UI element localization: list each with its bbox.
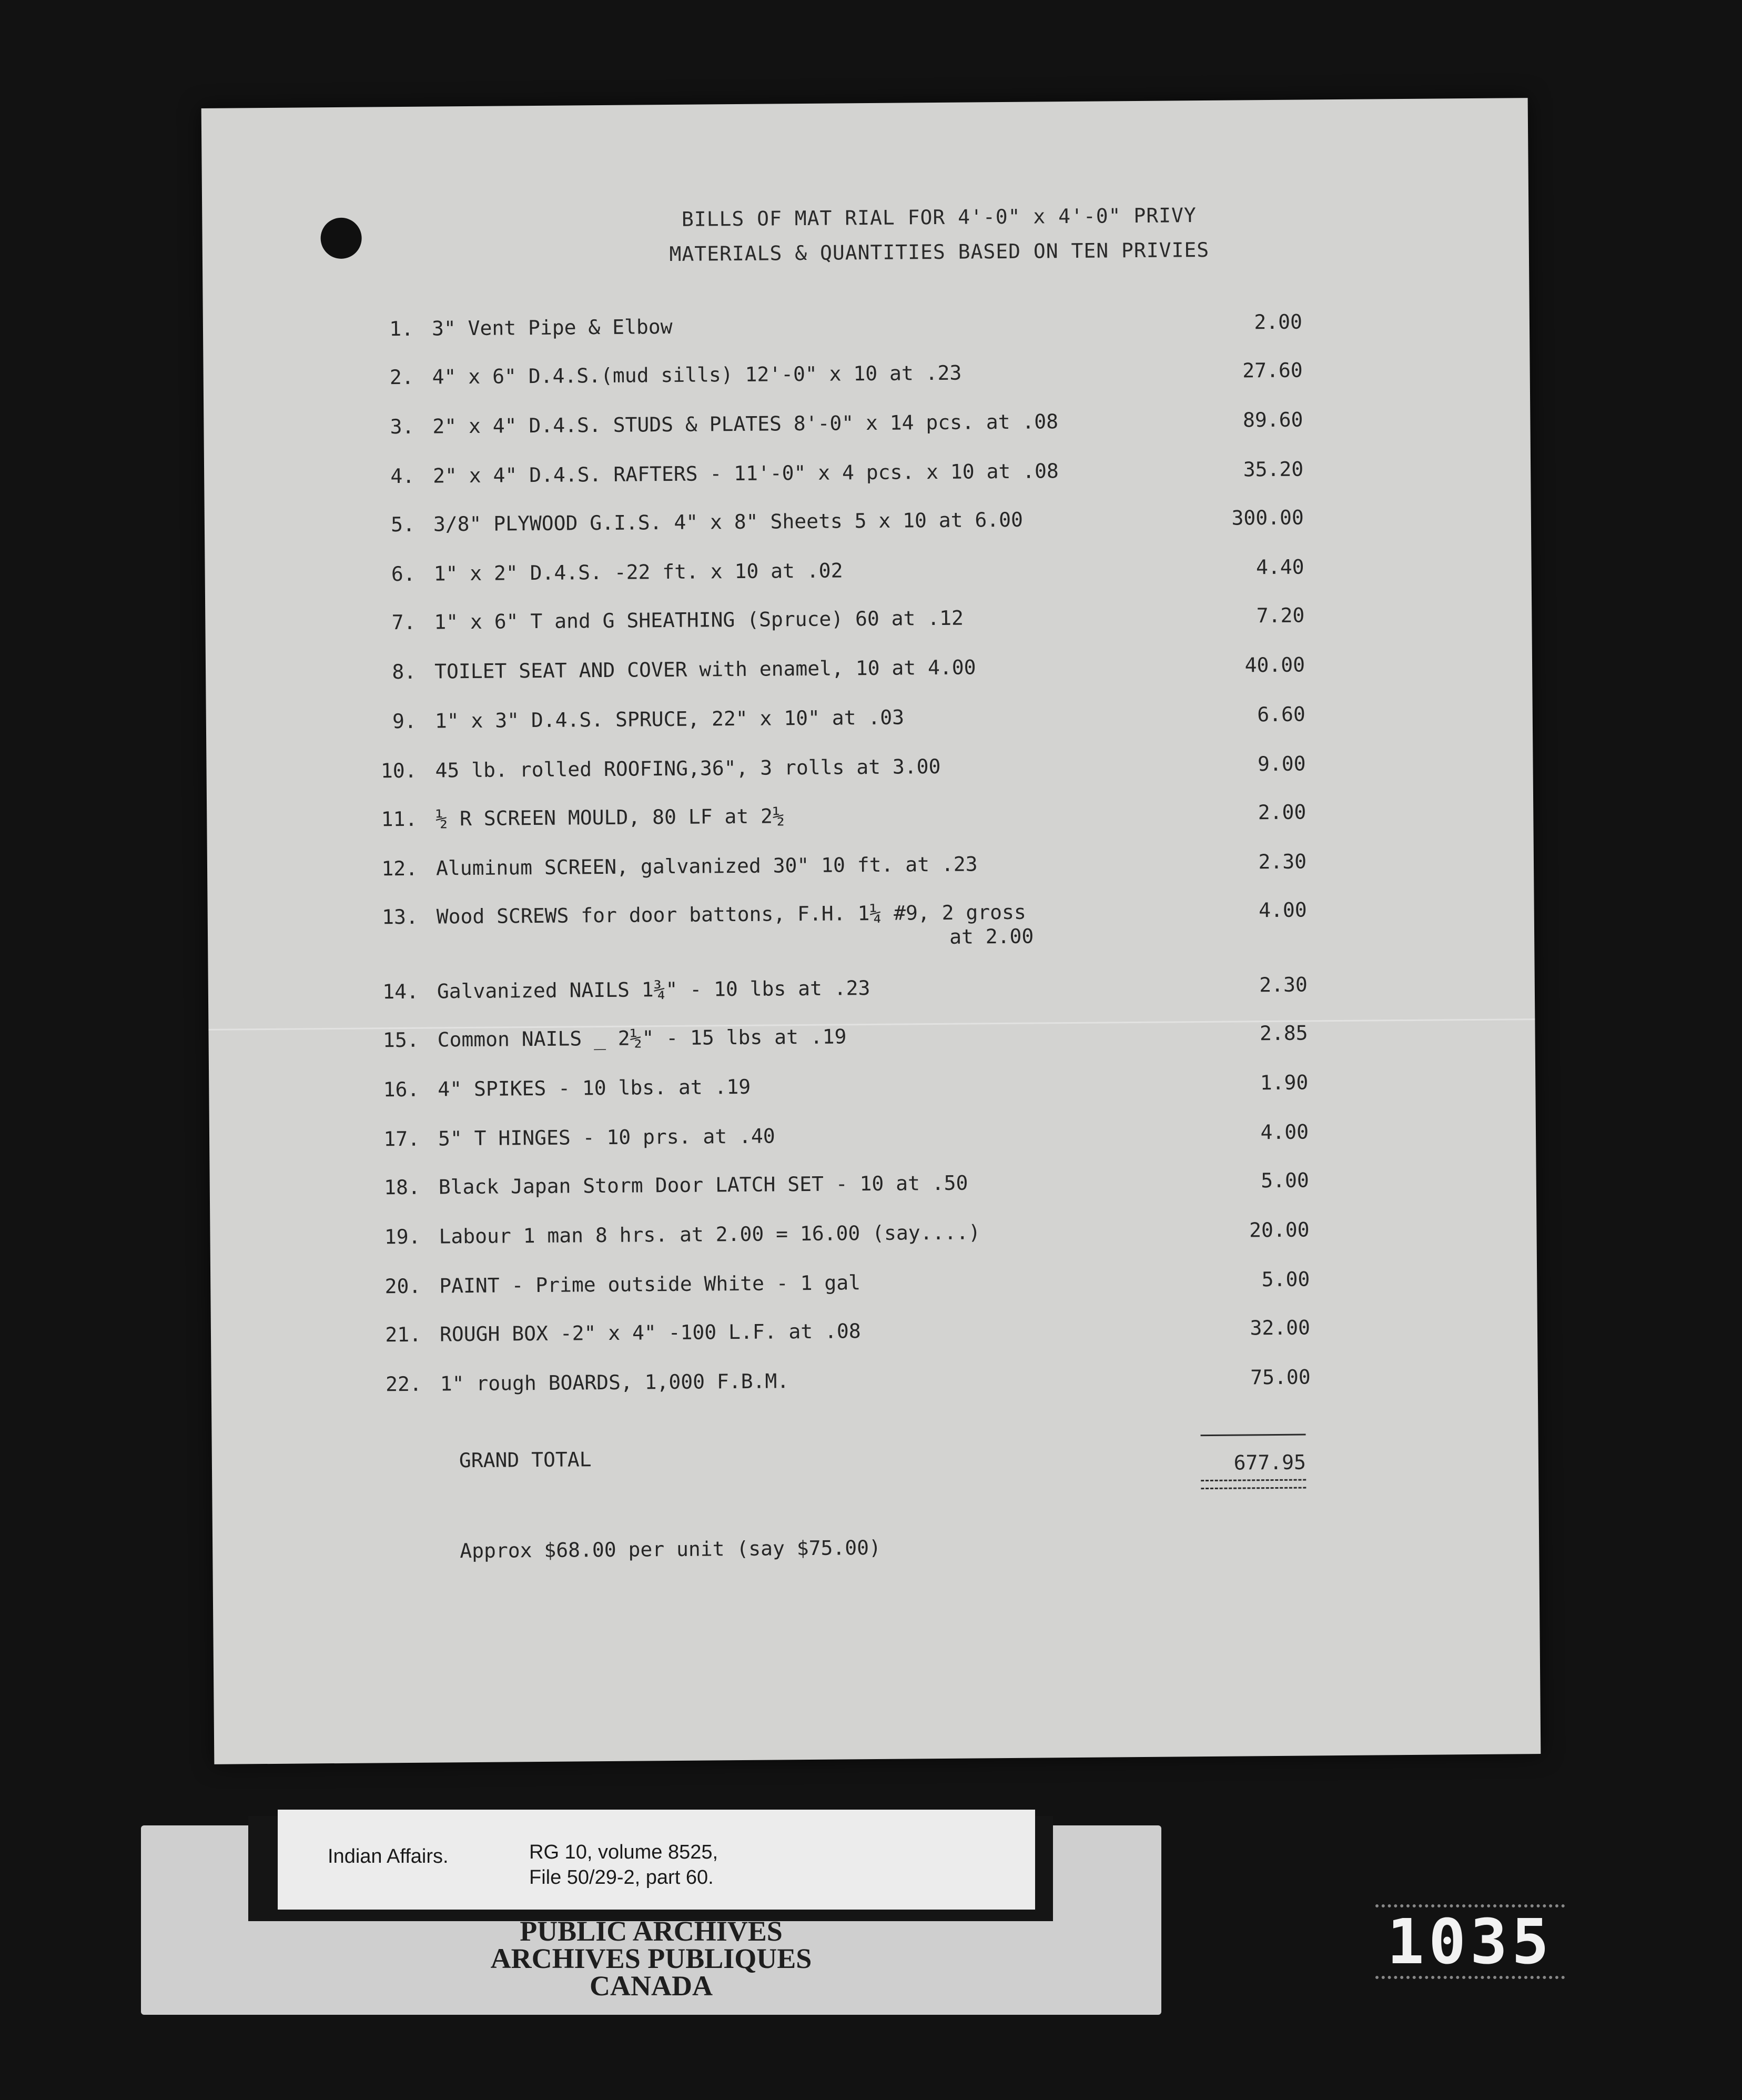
- line-item-amount: 89.60: [1242, 408, 1303, 432]
- line-item: [363, 652, 1415, 684]
- line-item-description: 3" Vent Pipe & Elbow: [431, 315, 673, 340]
- line-item-amount: 5.00: [1261, 1267, 1310, 1291]
- line-item: [361, 309, 1413, 341]
- line-item-amount: 1.90: [1260, 1071, 1309, 1095]
- line-item-description: 1" x 3" D.4.S. SPRUCE, 22" x 10" at .03: [434, 705, 905, 733]
- archive-reference-line2: File 50/29-2, part 60.: [529, 1866, 714, 1889]
- document-page: [201, 98, 1541, 1764]
- line-item-number: 4.: [390, 464, 415, 488]
- line-item-amount: 27.60: [1242, 358, 1303, 382]
- line-item-description: ROUGH BOX -2" x 4" -100 L.F. at .08: [439, 1319, 861, 1346]
- line-item-description: 4" SPIKES - 10 lbs. at .19: [438, 1075, 751, 1101]
- line-item-amount: 7.20: [1256, 603, 1305, 628]
- line-item-description: 1" x 2" D.4.S. -22 ft. x 10 at .02: [433, 559, 843, 585]
- line-item-amount: 20.00: [1249, 1218, 1310, 1242]
- line-item-description-continued: at 2.00: [949, 924, 1034, 948]
- line-item: [362, 554, 1414, 586]
- line-item: [368, 1217, 1420, 1249]
- line-item-number: 19.: [384, 1225, 421, 1249]
- approx-note: Approx $68.00 per unit (say $75.00): [460, 1536, 882, 1563]
- line-item-description: Common NAILS _ 2½" - 15 lbs at .19: [437, 1025, 847, 1052]
- line-item-amount: 4.40: [1255, 555, 1304, 579]
- line-item-number: 7.: [391, 610, 416, 634]
- line-item-number: 8.: [392, 660, 417, 684]
- frame-number: 1035: [1375, 1904, 1565, 1979]
- line-item: [364, 800, 1416, 831]
- line-item: [366, 897, 1417, 948]
- line-item-amount: 4.00: [1260, 1120, 1309, 1144]
- archive-reference-line1: RG 10, volume 8525,: [529, 1841, 718, 1863]
- line-item-number: 11.: [381, 807, 418, 831]
- line-item-amount: 2.00: [1254, 310, 1303, 334]
- line-item-amount: 2.00: [1258, 800, 1306, 824]
- line-item-number: 6.: [391, 562, 416, 586]
- line-item-number: 13.: [381, 905, 418, 929]
- line-item: [368, 1168, 1420, 1199]
- archives-line3: CANADA: [590, 1970, 713, 2002]
- archive-reference-label: [278, 1810, 1035, 1910]
- line-item-description: 4" x 6" D.4.S.(mud sills) 12'-0" x 10 at .23: [432, 361, 962, 389]
- line-item-amount: 40.00: [1244, 653, 1305, 677]
- line-item-number: 21.: [385, 1322, 422, 1347]
- line-item-description: 2" x 4" D.4.S. RAFTERS - 11'-0" x 4 pcs. x 10 at .08: [433, 459, 1059, 488]
- line-item-description: ½ R SCREEN MOULD, 80 LF at 2½: [436, 804, 785, 831]
- line-item: [366, 1021, 1418, 1052]
- line-item-number: 17.: [383, 1127, 420, 1151]
- line-item: [363, 603, 1415, 634]
- line-item: [369, 1365, 1421, 1396]
- grand-total-amount: 677.95: [1233, 1450, 1306, 1475]
- grand-total-label: GRAND TOTAL: [459, 1448, 592, 1472]
- line-item-description: 1" rough BOARDS, 1,000 F.B.M.: [440, 1369, 789, 1396]
- line-item-description: TOILET SEAT AND COVER with enamel, 10 at 4.00: [434, 655, 976, 683]
- bill-of-materials-list: [201, 98, 1541, 1764]
- document-title: BILLS OF MAT RIAL FOR 4'-0" x 4'-0" PRIVY: [681, 204, 1197, 231]
- line-item: [361, 407, 1413, 439]
- line-item-description: 1" x 6" T and G SHEATHING (Spruce) 60 at .12: [434, 606, 964, 634]
- line-item: [365, 849, 1417, 881]
- line-item: [368, 1267, 1420, 1298]
- line-item: [367, 1070, 1419, 1102]
- line-item-number: 12.: [381, 856, 418, 881]
- line-item-amount: 4.00: [1259, 898, 1307, 922]
- line-item-description: 2" x 4" D.4.S. STUDS & PLATES 8'-0" x 14 pcs. at .08: [432, 410, 1059, 438]
- line-item-description: Aluminum SCREEN, galvanized 30" 10 ft. at .23: [436, 852, 978, 880]
- line-item: [366, 972, 1418, 1004]
- line-item-amount: 75.00: [1250, 1365, 1311, 1389]
- line-item-amount: 2.30: [1258, 850, 1307, 874]
- line-item-description: Galvanized NAILS 1¾" - 10 lbs at .23: [437, 976, 870, 1003]
- line-item-description: Labour 1 man 8 hrs. at 2.00 = 16.00 (say....): [439, 1220, 981, 1248]
- line-item-amount: 35.20: [1243, 457, 1304, 481]
- line-item-amount: 6.60: [1257, 702, 1305, 726]
- total-double-rule: [1201, 1479, 1306, 1490]
- line-item-number: 10.: [380, 759, 417, 783]
- line-item-amount: 2.85: [1259, 1021, 1308, 1045]
- line-item-description: Wood SCREWS for door battons, F.H. 1¼ #9, 2 gross: [436, 900, 1026, 928]
- document-subtitle: MATERIALS & QUANTITIES BASED ON TEN PRIVIES: [669, 238, 1210, 266]
- line-item-description: PAINT - Prime outside White - 1 gal: [439, 1271, 861, 1298]
- archive-source: Indian Affairs.: [328, 1845, 449, 1867]
- line-item: [362, 505, 1414, 537]
- line-item-description: Black Japan Storm Door LATCH SET - 10 at .50: [438, 1171, 968, 1199]
- line-item: [362, 457, 1414, 488]
- line-item-amount: 300.00: [1231, 506, 1304, 530]
- line-item-number: 20.: [384, 1274, 421, 1298]
- line-item-number: 1.: [389, 317, 414, 341]
- line-item-number: 16.: [383, 1077, 420, 1102]
- line-item-description: 5" T HINGES - 10 prs. at .40: [438, 1124, 775, 1150]
- line-item-number: 9.: [392, 709, 417, 733]
- line-item-number: 3.: [390, 415, 414, 439]
- archives-line2: ARCHIVES PUBLIQUES: [490, 1943, 812, 1974]
- line-item-amount: 32.00: [1250, 1316, 1311, 1340]
- line-item-number: 14.: [382, 980, 419, 1004]
- line-item: [367, 1119, 1419, 1151]
- line-item: [369, 1315, 1421, 1347]
- archives-line1: PUBLIC ARCHIVES: [520, 1915, 783, 1947]
- line-item-amount: 9.00: [1257, 752, 1306, 776]
- line-item-description: 45 lb. rolled ROOFING,36", 3 rolls at 3.00: [435, 754, 941, 782]
- line-item-amount: 2.30: [1259, 973, 1308, 997]
- line-item: [364, 702, 1416, 733]
- line-item-amount: 5.00: [1261, 1168, 1309, 1193]
- line-item-number: 15.: [382, 1028, 419, 1052]
- line-item: [364, 751, 1416, 783]
- line-item: [361, 358, 1413, 389]
- line-item-description: 3/8" PLYWOOD G.I.S. 4" x 8" Sheets 5 x 10 at 6.00: [433, 508, 1024, 536]
- line-item-number: 22.: [385, 1372, 422, 1396]
- line-item-number: 5.: [390, 512, 416, 537]
- line-item-number: 2.: [389, 365, 414, 389]
- line-item-number: 18.: [383, 1175, 420, 1199]
